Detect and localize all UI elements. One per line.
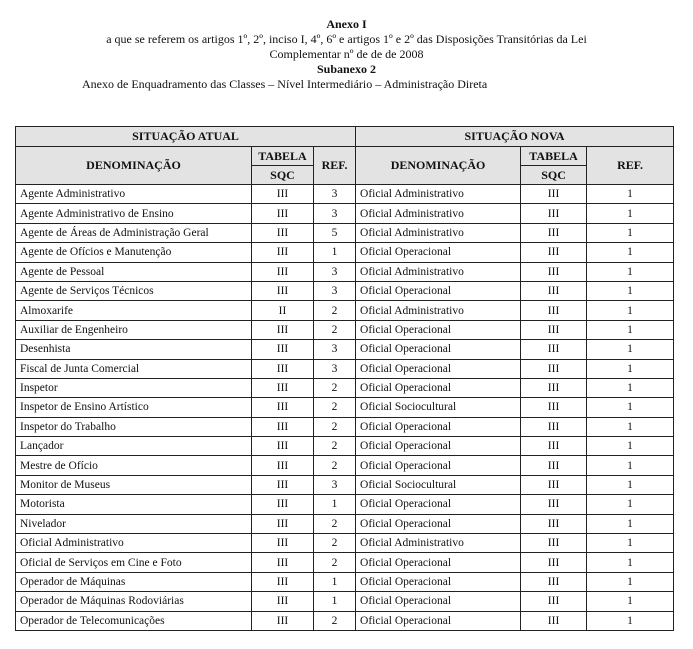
cell-denominacao-current: Operador de Máquinas Rodoviárias <box>16 592 252 611</box>
cell-denominacao-current: Inspetor de Ensino Artístico <box>16 398 252 417</box>
cell-denominacao-current: Operador de Telecomunicações <box>16 611 252 630</box>
cell-ref-current: 2 <box>314 611 356 630</box>
cell-denominacao-new: Oficial Operacional <box>356 378 521 397</box>
cell-denominacao-current: Agente de Pessoal <box>16 262 252 281</box>
cell-ref-new: 1 <box>587 475 674 494</box>
cell-denominacao-new: Oficial Administrativo <box>356 204 521 223</box>
cell-tabela-new: III <box>521 417 587 436</box>
cell-denominacao-new: Oficial Operacional <box>356 456 521 475</box>
table-row <box>16 456 674 475</box>
cell-tabela-new: III <box>521 320 587 339</box>
cell-denominacao-new: Oficial Operacional <box>356 495 521 514</box>
cell-ref-current: 3 <box>314 185 356 204</box>
cell-denominacao-current: Auxiliar de Engenheiro <box>16 320 252 339</box>
cell-tabela-current: III <box>252 456 314 475</box>
group-header-current: SITUAÇÃO ATUAL <box>16 127 356 147</box>
cell-ref-current: 1 <box>314 243 356 262</box>
cell-denominacao-current: Motorista <box>16 495 252 514</box>
cell-denominacao-current: Agente de Serviços Técnicos <box>16 281 252 300</box>
cell-denominacao-new: Oficial Operacional <box>356 437 521 456</box>
cell-ref-new: 1 <box>587 301 674 320</box>
cell-tabela-new: III <box>521 243 587 262</box>
classification-table <box>15 126 674 631</box>
cell-denominacao-new: Oficial Operacional <box>356 359 521 378</box>
cell-tabela-new: III <box>521 534 587 553</box>
table-row <box>16 417 674 436</box>
cell-denominacao-current: Desenhista <box>16 340 252 359</box>
table-row <box>16 378 674 397</box>
cell-denominacao-new: Oficial Administrativo <box>356 301 521 320</box>
cell-ref-current: 5 <box>314 223 356 242</box>
cell-denominacao-current: Almoxarife <box>16 301 252 320</box>
cell-denominacao-current: Operador de Máquinas <box>16 572 252 591</box>
cell-tabela-current: III <box>252 592 314 611</box>
cell-denominacao-current: Oficial de Serviços em Cine e Foto <box>16 553 252 572</box>
cell-denominacao-current: Inspetor do Trabalho <box>16 417 252 436</box>
cell-tabela-current: III <box>252 553 314 572</box>
cell-denominacao-current: Mestre de Ofício <box>16 456 252 475</box>
cell-tabela-new: III <box>521 495 587 514</box>
cell-denominacao-current: Oficial Administrativo <box>16 534 252 553</box>
cell-denominacao-new: Oficial Operacional <box>356 243 521 262</box>
cell-denominacao-current: Nivelador <box>16 514 252 533</box>
cell-ref-new: 1 <box>587 281 674 300</box>
cell-tabela-new: III <box>521 340 587 359</box>
cell-ref-new: 1 <box>587 243 674 262</box>
cell-ref-current: 1 <box>314 495 356 514</box>
table-row <box>16 340 674 359</box>
cell-tabela-new: III <box>521 592 587 611</box>
cell-denominacao-new: Oficial Operacional <box>356 611 521 630</box>
table-row <box>16 534 674 553</box>
cell-denominacao-current: Fiscal de Junta Comercial <box>16 359 252 378</box>
cell-ref-current: 2 <box>314 301 356 320</box>
cell-ref-current: 2 <box>314 456 356 475</box>
cell-tabela-new: III <box>521 611 587 630</box>
col-header-sqc-new: SQC <box>521 166 587 185</box>
cell-ref-new: 1 <box>587 378 674 397</box>
cell-denominacao-new: Oficial Sociocultural <box>356 398 521 417</box>
cell-tabela-new: III <box>521 475 587 494</box>
cell-ref-current: 3 <box>314 340 356 359</box>
table-row <box>16 204 674 223</box>
cell-ref-new: 1 <box>587 340 674 359</box>
subannex-description: Anexo de Enquadramento das Classes – Nível Intermediário – Administração Direta <box>82 77 488 91</box>
col-header-denominacao-current: DENOMINAÇÃO <box>16 147 252 185</box>
annex-reference-line: a que se referem os artigos 1º, 2º, inciso I, 4º, 6º e artigos 1º e 2º das Disposições Transitórias da Lei <box>106 32 587 46</box>
cell-ref-current: 1 <box>314 572 356 591</box>
cell-tabela-new: III <box>521 281 587 300</box>
cell-ref-current: 2 <box>314 514 356 533</box>
cell-ref-current: 3 <box>314 359 356 378</box>
cell-denominacao-new: Oficial Operacional <box>356 281 521 300</box>
cell-ref-new: 1 <box>587 592 674 611</box>
cell-tabela-new: III <box>521 514 587 533</box>
cell-ref-new: 1 <box>587 437 674 456</box>
cell-tabela-new: III <box>521 398 587 417</box>
cell-ref-current: 2 <box>314 378 356 397</box>
cell-tabela-current: III <box>252 378 314 397</box>
table-row <box>16 437 674 456</box>
col-header-denominacao-new: DENOMINAÇÃO <box>356 147 521 185</box>
cell-denominacao-new: Oficial Operacional <box>356 514 521 533</box>
cell-tabela-current: III <box>252 514 314 533</box>
table-row <box>16 475 674 494</box>
cell-ref-new: 1 <box>587 456 674 475</box>
col-header-ref-current: REF. <box>314 147 356 185</box>
table-row <box>16 301 674 320</box>
cell-tabela-current: III <box>252 340 314 359</box>
table-row <box>16 223 674 242</box>
cell-tabela-new: III <box>521 456 587 475</box>
cell-denominacao-new: Oficial Operacional <box>356 592 521 611</box>
annex-law-line: Complementar nº de de de 2008 <box>269 47 424 61</box>
cell-denominacao-current: Agente Administrativo <box>16 185 252 204</box>
table-row <box>16 611 674 630</box>
group-header-new: SITUAÇÃO NOVA <box>356 127 674 147</box>
cell-ref-new: 1 <box>587 611 674 630</box>
cell-denominacao-current: Monitor de Museus <box>16 475 252 494</box>
cell-tabela-current: III <box>252 572 314 591</box>
cell-ref-new: 1 <box>587 572 674 591</box>
table-row <box>16 514 674 533</box>
cell-tabela-current: III <box>252 320 314 339</box>
cell-ref-new: 1 <box>587 204 674 223</box>
col-header-ref-new: REF. <box>587 147 674 185</box>
cell-tabela-current: III <box>252 262 314 281</box>
cell-denominacao-new: Oficial Operacional <box>356 417 521 436</box>
cell-tabela-current: III <box>252 534 314 553</box>
cell-denominacao-current: Agente de Áreas de Administração Geral <box>16 223 252 242</box>
cell-tabela-new: III <box>521 378 587 397</box>
cell-tabela-current: III <box>252 417 314 436</box>
cell-tabela-current: III <box>252 204 314 223</box>
subannex-title: Subanexo 2 <box>316 62 377 76</box>
cell-tabela-new: III <box>521 572 587 591</box>
cell-tabela-current: III <box>252 398 314 417</box>
cell-ref-current: 3 <box>314 281 356 300</box>
col-header-tabela-current: TABELA <box>252 147 314 166</box>
table-row <box>16 359 674 378</box>
cell-tabela-current: III <box>252 475 314 494</box>
cell-denominacao-new: Oficial Administrativo <box>356 223 521 242</box>
cell-tabela-new: III <box>521 359 587 378</box>
cell-ref-current: 2 <box>314 534 356 553</box>
cell-tabela-current: III <box>252 223 314 242</box>
annex-title: Anexo I <box>326 17 367 31</box>
cell-ref-new: 1 <box>587 514 674 533</box>
cell-denominacao-new: Oficial Operacional <box>356 340 521 359</box>
table-row <box>16 572 674 591</box>
col-header-tabela-new: TABELA <box>521 147 587 166</box>
table-row <box>16 553 674 572</box>
cell-ref-current: 2 <box>314 417 356 436</box>
cell-ref-new: 1 <box>587 320 674 339</box>
cell-ref-new: 1 <box>587 553 674 572</box>
cell-ref-current: 2 <box>314 320 356 339</box>
table-row <box>16 592 674 611</box>
cell-denominacao-new: Oficial Operacional <box>356 572 521 591</box>
cell-tabela-new: III <box>521 223 587 242</box>
cell-ref-new: 1 <box>587 534 674 553</box>
cell-denominacao-new: Oficial Administrativo <box>356 262 521 281</box>
cell-ref-current: 3 <box>314 475 356 494</box>
cell-ref-new: 1 <box>587 417 674 436</box>
cell-ref-current: 2 <box>314 398 356 417</box>
cell-tabela-new: III <box>521 301 587 320</box>
cell-tabela-current: III <box>252 281 314 300</box>
cell-ref-new: 1 <box>587 359 674 378</box>
cell-tabela-new: III <box>521 204 587 223</box>
table-row <box>16 495 674 514</box>
table-row <box>16 281 674 300</box>
cell-tabela-new: III <box>521 437 587 456</box>
table-row <box>16 185 674 204</box>
cell-denominacao-new: Oficial Operacional <box>356 320 521 339</box>
cell-ref-current: 2 <box>314 553 356 572</box>
cell-ref-current: 3 <box>314 262 356 281</box>
cell-denominacao-current: Agente de Ofícios e Manutenção <box>16 243 252 262</box>
cell-tabela-current: III <box>252 611 314 630</box>
cell-ref-current: 1 <box>314 592 356 611</box>
cell-denominacao-new: Oficial Operacional <box>356 553 521 572</box>
cell-ref-new: 1 <box>587 223 674 242</box>
cell-tabela-current: II <box>252 301 314 320</box>
table-row <box>16 243 674 262</box>
cell-tabela-current: III <box>252 437 314 456</box>
cell-denominacao-new: Oficial Administrativo <box>356 185 521 204</box>
cell-denominacao-new: Oficial Administrativo <box>356 534 521 553</box>
cell-tabela-current: III <box>252 359 314 378</box>
cell-ref-new: 1 <box>587 495 674 514</box>
table-row <box>16 398 674 417</box>
cell-tabela-new: III <box>521 185 587 204</box>
cell-denominacao-current: Lançador <box>16 437 252 456</box>
cell-tabela-current: III <box>252 185 314 204</box>
col-header-sqc-current: SQC <box>252 166 314 185</box>
cell-denominacao-current: Agente Administrativo de Ensino <box>16 204 252 223</box>
cell-tabela-new: III <box>521 553 587 572</box>
table-row <box>16 320 674 339</box>
cell-denominacao-new: Oficial Sociocultural <box>356 475 521 494</box>
cell-ref-new: 1 <box>587 398 674 417</box>
cell-ref-current: 2 <box>314 437 356 456</box>
cell-tabela-current: III <box>252 495 314 514</box>
table-row <box>16 262 674 281</box>
cell-ref-new: 1 <box>587 262 674 281</box>
cell-ref-current: 3 <box>314 204 356 223</box>
cell-denominacao-current: Inspetor <box>16 378 252 397</box>
cell-tabela-current: III <box>252 243 314 262</box>
cell-ref-new: 1 <box>587 185 674 204</box>
cell-tabela-new: III <box>521 262 587 281</box>
